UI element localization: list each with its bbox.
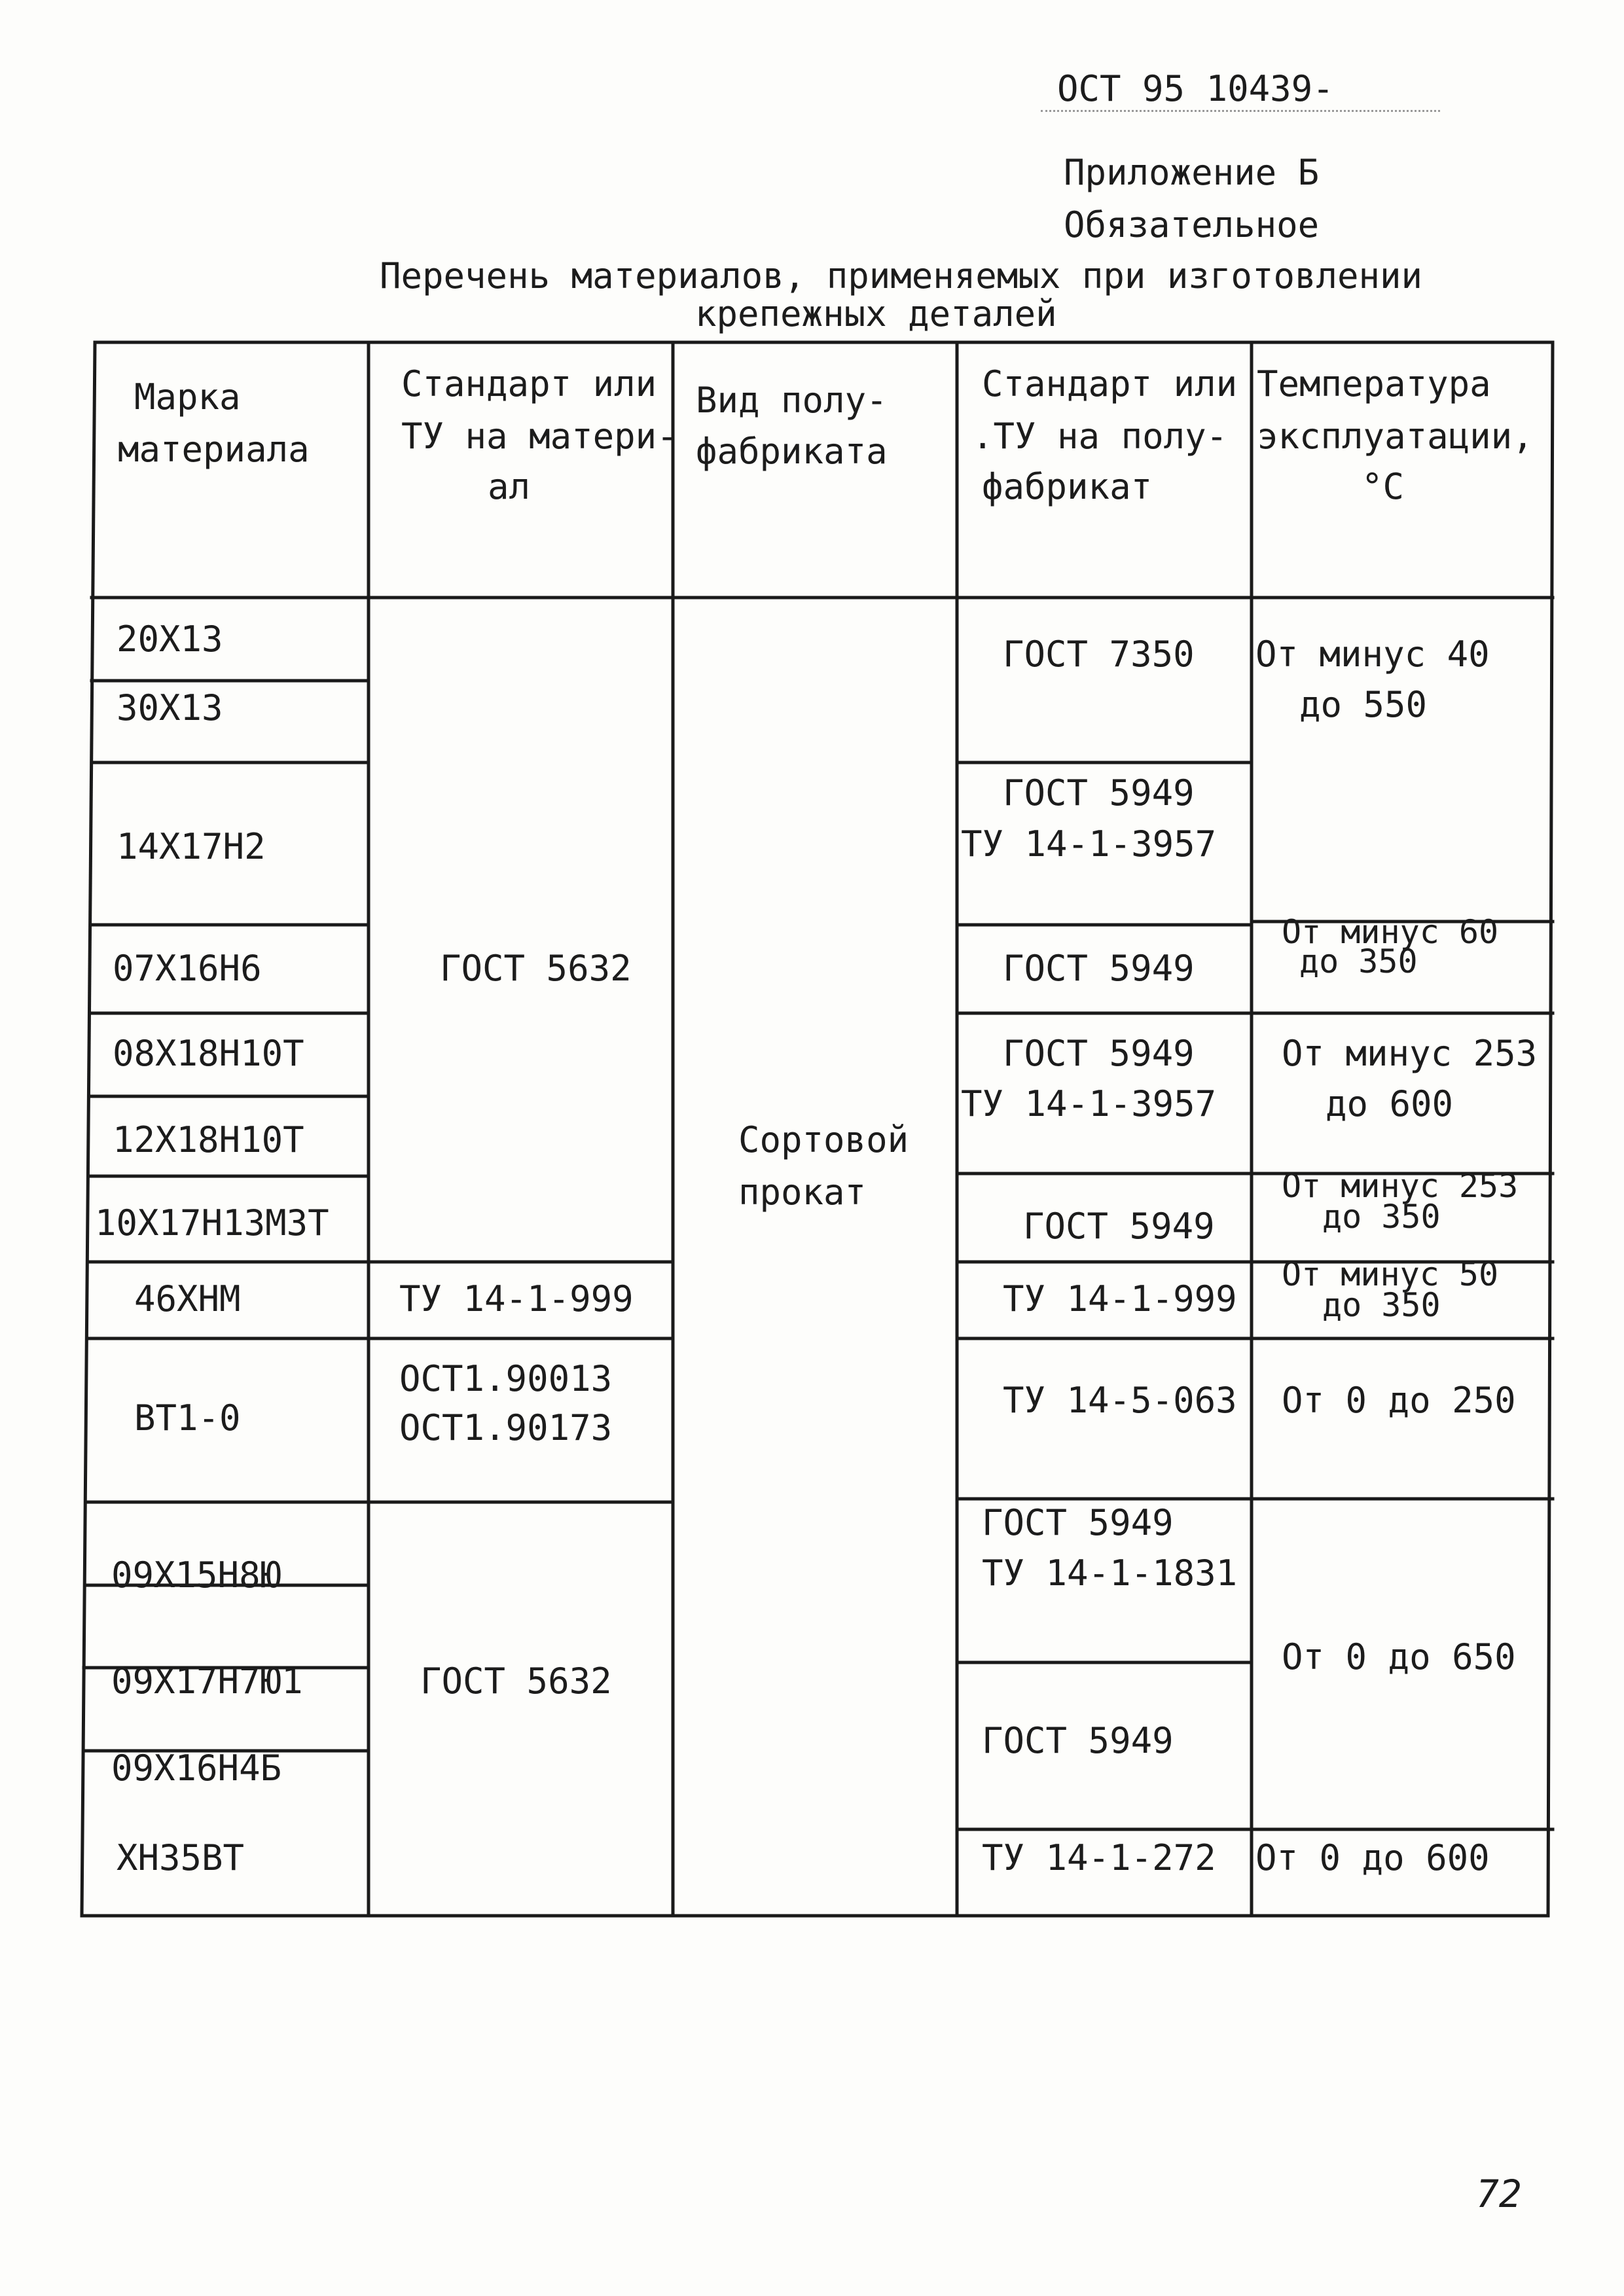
grade-cell: 08Х18Н10Т <box>113 1033 304 1074</box>
temperature-cell: От минус 253 <box>1282 1033 1538 1074</box>
semi-std-cell: ГОСТ 5949 <box>982 1502 1174 1543</box>
semi-product-cell: прокат <box>738 1172 867 1213</box>
semi-std-cell: ГОСТ 5949 <box>1003 772 1195 814</box>
semi-std-cell: ГОСТ 5949 <box>1003 1033 1195 1074</box>
temperature-cell: От минус 60 <box>1282 913 1499 951</box>
material-std-cell: ГОСТ 5632 <box>440 948 632 989</box>
semi-std-cell: ТУ 14-1-3957 <box>961 1083 1217 1124</box>
header-semi-std-line-1: Стандарт или <box>982 363 1238 404</box>
table-title-line-1: Перечень материалов, применяемых при изготовлении <box>380 255 1423 296</box>
temperature-cell: От минус 50 <box>1282 1255 1499 1293</box>
material-std-cell: ТУ 14-1-999 <box>399 1278 634 1319</box>
grade-cell: 10Х17Н13М3Т <box>95 1202 329 1244</box>
temperature-cell: От 0 до 600 <box>1255 1837 1490 1878</box>
grade-cell: 46ХНМ <box>134 1278 241 1319</box>
header-semi-product-line-2: фабриката <box>696 431 888 472</box>
grade-cell: ВТ1-0 <box>134 1397 241 1439</box>
header-temperature-line-2: эксплуатации, <box>1257 416 1534 457</box>
material-std-cell: ГОСТ 5632 <box>420 1660 612 1702</box>
document-number: ОСТ 95 10439- <box>1057 68 1334 109</box>
temperature-cell: до 350 <box>1322 1198 1441 1236</box>
header-material-std-line-3: ал <box>488 466 531 507</box>
header-semi-product-line-1: Вид полу- <box>696 380 888 421</box>
appendix-type: Обязательное <box>1064 204 1320 245</box>
header-temperature-line-1: Температура <box>1257 363 1491 404</box>
header-grade-line-1: Марка <box>134 376 241 418</box>
grade-cell: ХН35ВТ <box>117 1837 245 1878</box>
table-title-line-2: крепежных деталей <box>695 293 1057 334</box>
grade-cell: 09Х17Н7Ю1 <box>111 1660 303 1702</box>
header-semi-std-line-3: фабрикат <box>982 466 1153 507</box>
grade-cell: 09Х15Н8Ю <box>111 1554 282 1596</box>
semi-std-cell: ТУ 14-5-063 <box>1003 1380 1237 1421</box>
semi-std-cell: ГОСТ 5949 <box>982 1720 1174 1761</box>
page-number: 72 <box>1476 2172 1522 2216</box>
grade-cell: 30Х13 <box>117 687 223 728</box>
grade-cell: 07Х16Н6 <box>113 948 262 989</box>
semi-std-cell: ТУ 14-1-3957 <box>961 823 1217 865</box>
semi-std-cell: ГОСТ 7350 <box>1003 634 1195 675</box>
semi-product-cell: Сортовой <box>738 1119 909 1160</box>
temperature-cell: От 0 до 650 <box>1282 1636 1516 1677</box>
semi-std-cell: ГОСТ 5949 <box>1003 948 1195 989</box>
temperature-cell: От минус 40 <box>1255 634 1490 675</box>
temperature-cell: до 350 <box>1299 942 1418 980</box>
grade-cell: 09Х16Н4Б <box>111 1748 282 1789</box>
semi-std-cell: ТУ 14-1-272 <box>982 1837 1216 1878</box>
material-std-cell: ОСТ1.90173 <box>399 1407 613 1448</box>
semi-std-cell: ТУ 14-1-1831 <box>982 1552 1238 1594</box>
semi-std-cell: ГОСТ 5949 <box>1023 1206 1215 1247</box>
grade-cell: 20Х13 <box>117 619 223 660</box>
header-material-std-line-1: Стандарт или <box>401 363 657 404</box>
grade-cell: 12Х18Н10Т <box>113 1119 304 1160</box>
material-std-cell: ОСТ1.90013 <box>399 1358 613 1399</box>
temperature-cell: От 0 до 250 <box>1282 1380 1516 1421</box>
temperature-cell: до 550 <box>1299 684 1428 725</box>
temperature-cell: до 350 <box>1322 1286 1441 1324</box>
header-temperature-line-3: °С <box>1362 466 1405 507</box>
appendix-label: Приложение Б <box>1064 152 1320 193</box>
temperature-cell: От минус 253 <box>1282 1167 1519 1205</box>
semi-std-cell: ТУ 14-1-999 <box>1003 1278 1237 1319</box>
header-material-std-line-2: ТУ на матери- <box>401 416 678 457</box>
temperature-cell: до 600 <box>1326 1083 1454 1124</box>
header-grade-line-2: материала <box>118 429 310 470</box>
header-semi-std-line-2: .ТУ на полу- <box>972 416 1228 457</box>
grade-cell: 14Х17Н2 <box>117 826 266 867</box>
